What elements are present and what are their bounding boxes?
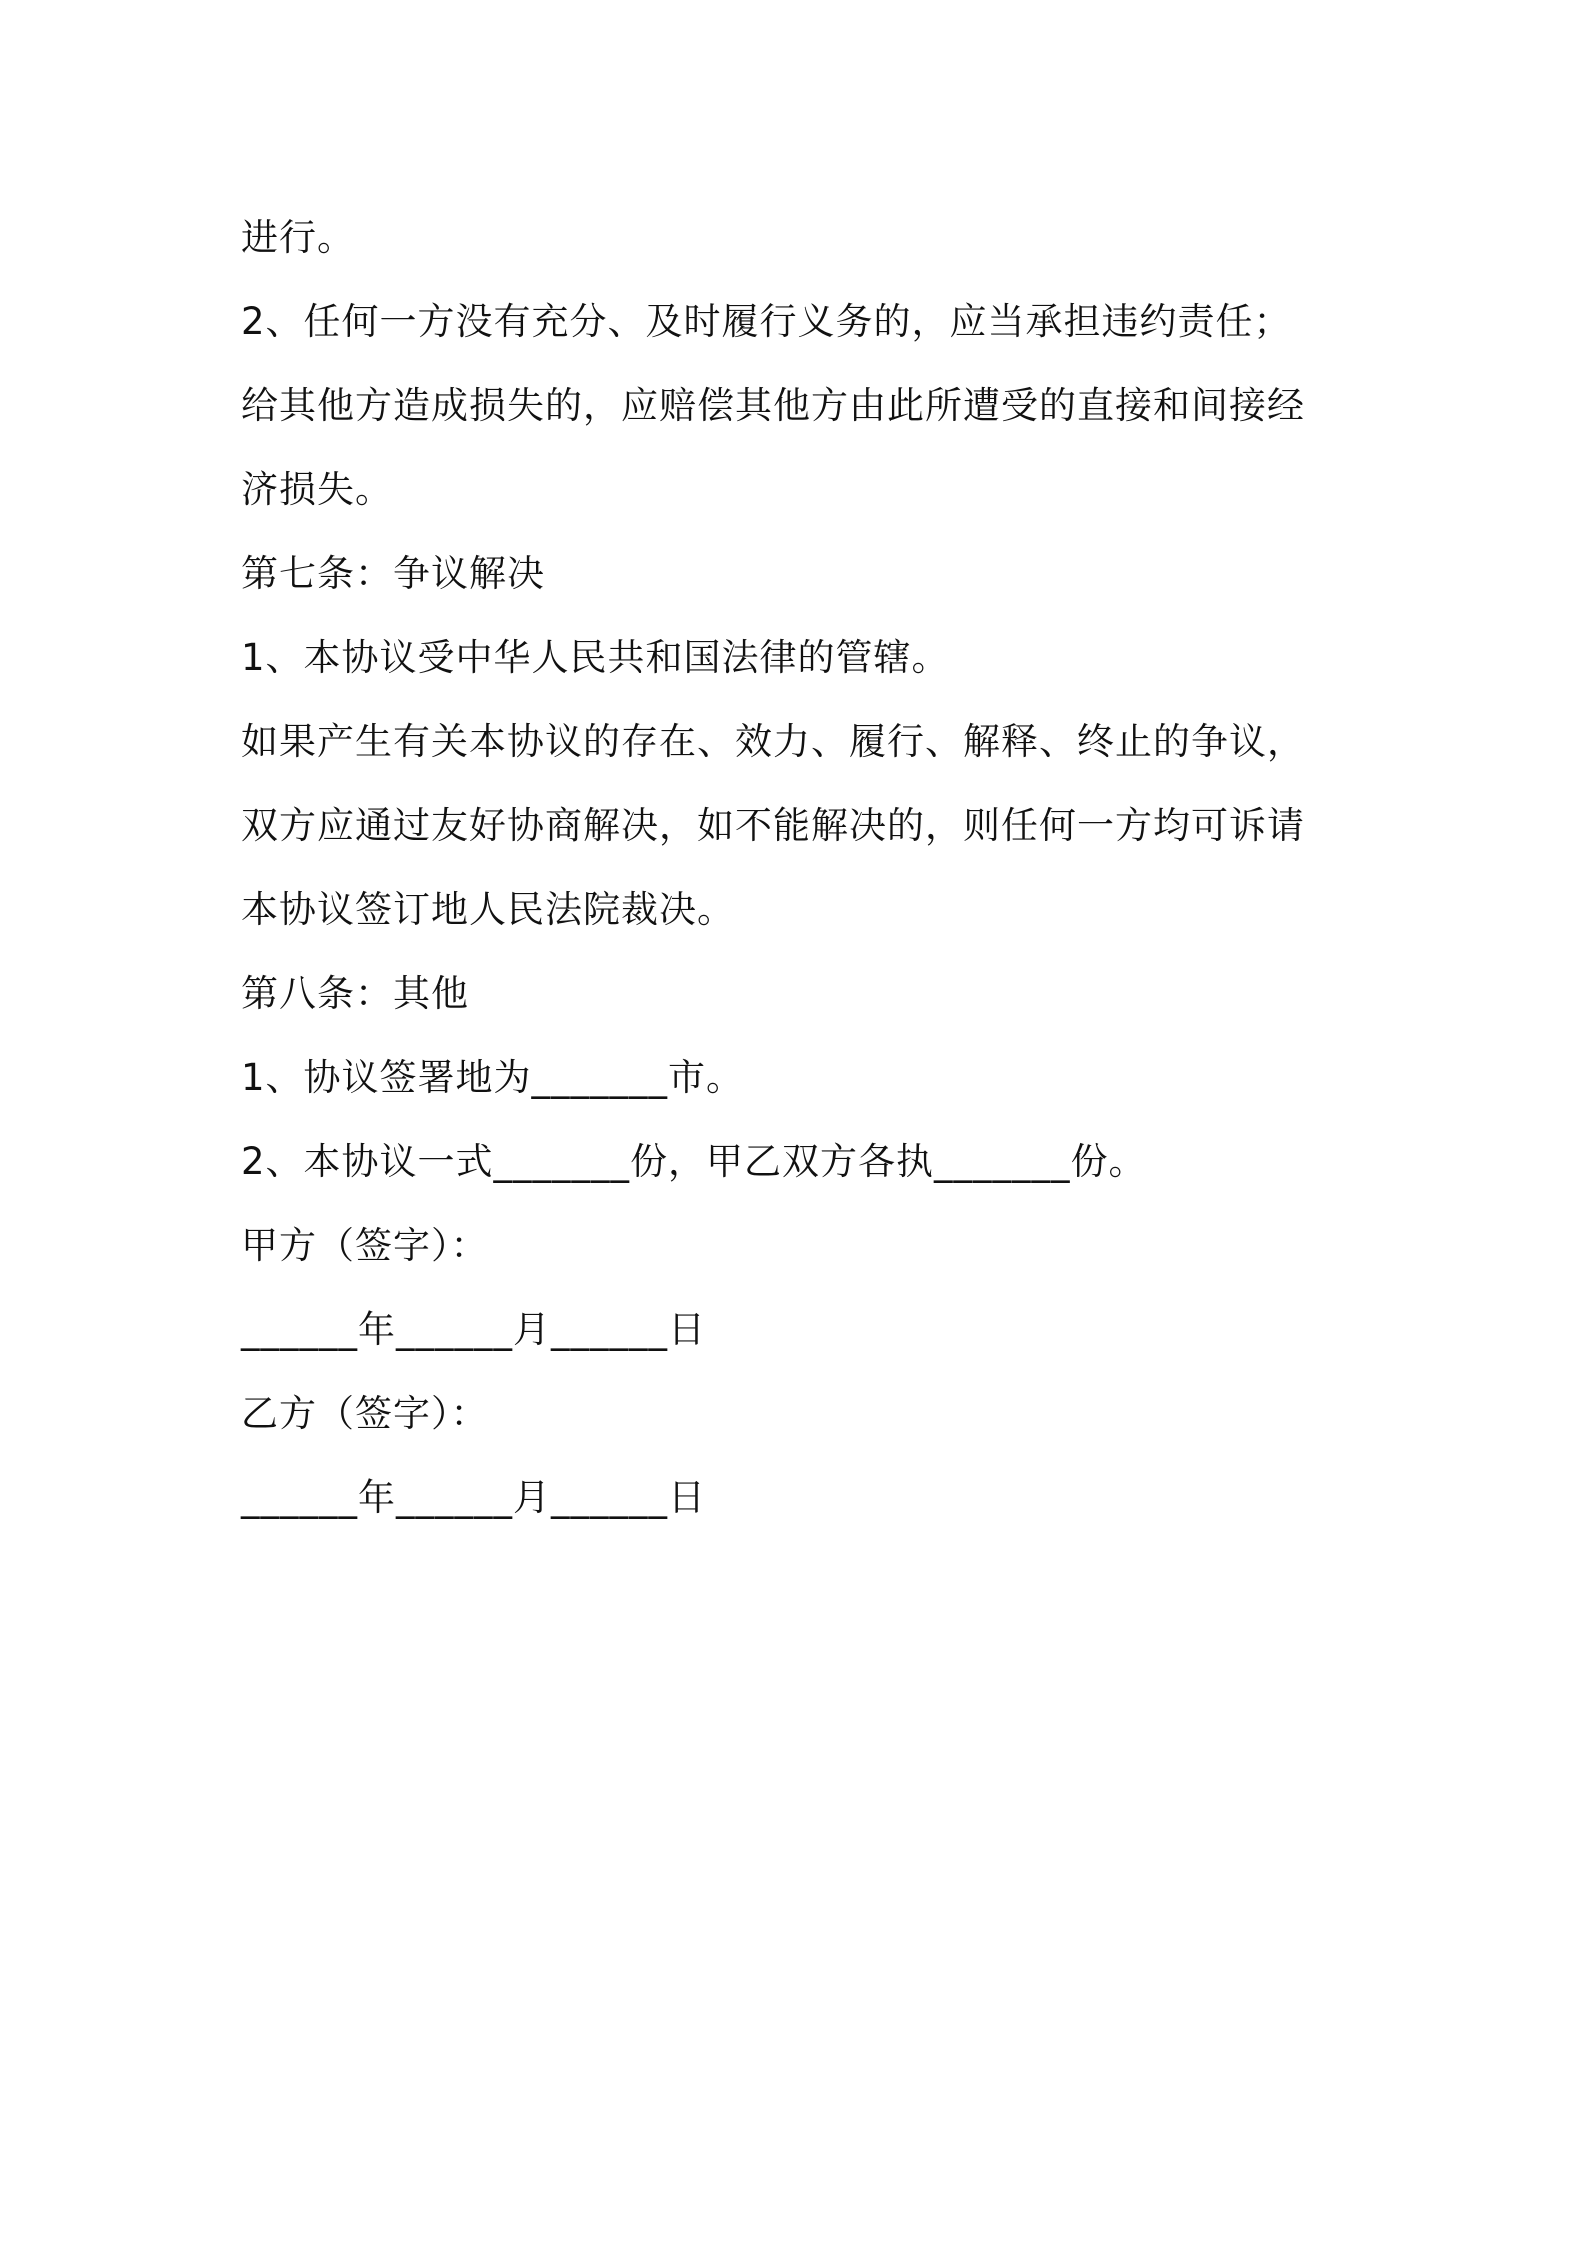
paragraph-line: 本协议签订地人民法院裁决。 [241,888,735,931]
document-body [241,196,1361,1540]
party-b-date-line: ______年______月______日 [241,1476,706,1519]
article-heading-dispute-resolution: 第七条：争议解决 [241,552,545,595]
clause-item-breach-liability: 2、任何一方没有充分、及时履行义务的，应当承担违约责任； [241,300,1292,343]
party-a-date-line: ______年______月______日 [241,1308,706,1351]
article-heading-other: 第八条：其他 [241,972,469,1015]
party-b-signature-label: 乙方（签字）： [241,1392,489,1435]
text-line-continuation: 济损失。 [241,468,393,511]
paragraph-line: 双方应通过友好协商解决，如不能解决的，则任何一方均可诉请 [241,804,1305,847]
party-a-signature-label: 甲方（签字）： [241,1224,489,1267]
clause-item-copies: 2、本协议一式_______份，甲乙双方各执_______份。 [241,1140,1147,1183]
text-line-continuation: 进行。 [241,216,355,259]
clause-item-governing-law: 1、本协议受中华人民共和国法律的管辖。 [241,636,950,679]
paragraph-line: 如果产生有关本协议的存在、效力、履行、解释、终止的争议， [241,720,1305,763]
clause-item-signing-place: 1、协议签署地为_______市。 [241,1056,745,1099]
text-line-continuation: 给其他方造成损失的，应赔偿其他方由此所遭受的直接和间接经 [241,384,1305,427]
